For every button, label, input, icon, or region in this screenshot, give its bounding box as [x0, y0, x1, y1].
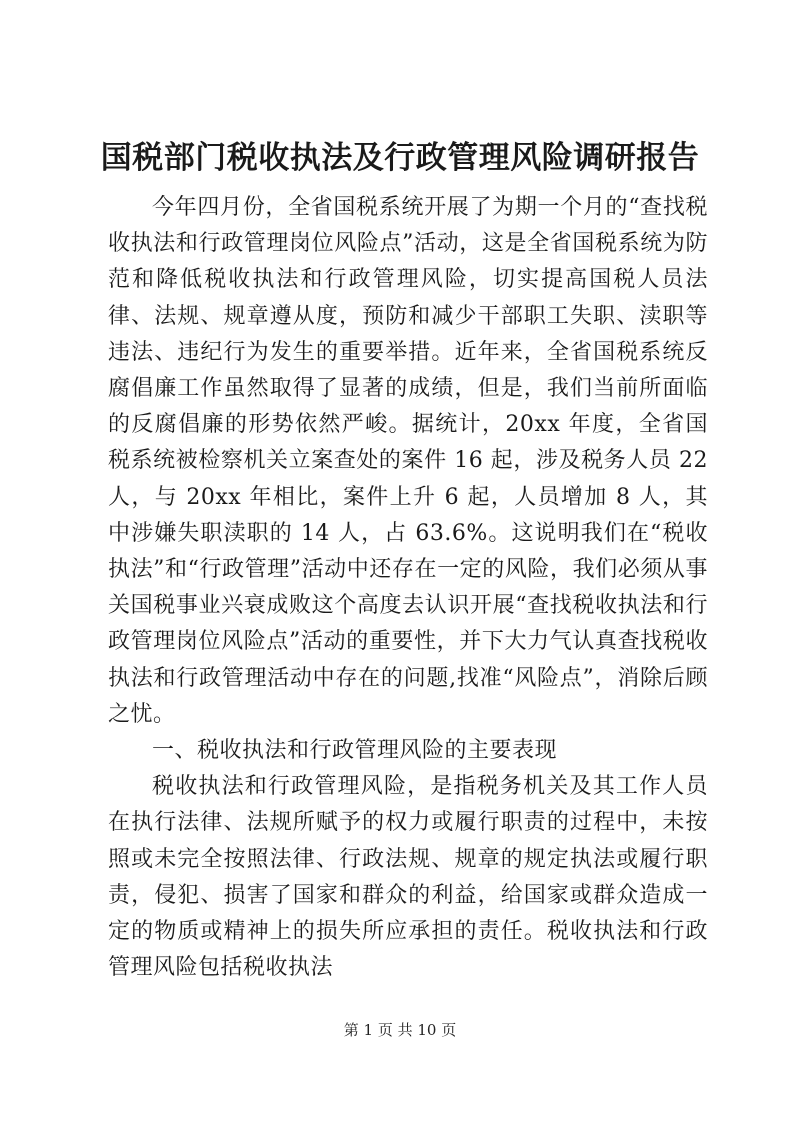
paragraph-definition: 税收执法和行政管理风险，是指税务机关及其工作人员在执行法律、法规所赋予的权力或履行职责的过程中，未按照或未完全按照法律、行政法规、规章的规定执法或履行职责，侵犯、损害了国家和群众的利益，给国家或群众造成一定的物质或精神上的损失所应承担的责任。税收执法和行政管理风险包括税收执法	[108, 774, 708, 981]
document-body	[108, 190, 708, 986]
document-title: 国税部门税收执法及行政管理风险调研报告	[100, 140, 700, 176]
paragraph-intro: 今年四月份，全省国税系统开展了为期一个月的“查找税收执法和行政管理岗位风险点”活动，这是全省国税系统为防范和降低税收执法和行政管理风险，切实提高国税人员法律、法规、规章遵从度，预防和减少干部职工失职、渎职等违法、违纪行为发生的重要举措。近年来，全省国税系统反腐倡廉工作虽然取得了显著的成绩，但是，我们当前所面临的反腐倡廉的形势依然严峻。据统计，20xx 年度，全省国税系统被检察机关立案查处的案件 16 起，涉及税务人员 22 人，与 20xx 年相比，案件上升 6 起，人员增加 8 人，其中涉嫌失职渎职的 14 人，占 63.6%。这说明我们在“税收执法”和“行政管理”活动中还存在一定的风险，我们必须从事关国税事业兴衰成败这个高度去认识开展“查找税收执法和行政管理岗位风险点”活动的重要性，并下大力气认真查找税收执法和行政管理活动中存在的问题,找准“风险点”，消除后顾之忧。	[108, 195, 708, 727]
page-number: 第 1 页 共 10 页	[343, 1021, 457, 1039]
section-heading: 一、税收执法和行政管理风险的主要表现	[152, 738, 558, 764]
